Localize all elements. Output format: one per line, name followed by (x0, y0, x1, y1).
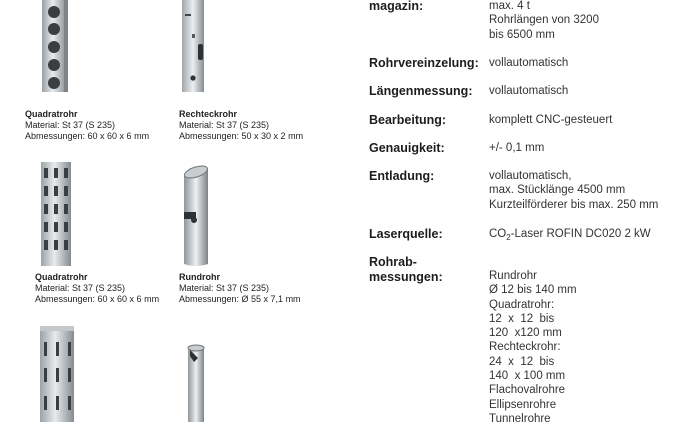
spec-line: Flachovalrohre (489, 384, 566, 397)
product-material: Material: St 37 (S 235) (35, 283, 126, 293)
label-line: messungen: (369, 270, 443, 284)
spec-line: Rundrohr (489, 270, 537, 282)
spec-value-magazin (489, 0, 599, 42)
product-caption-3 (35, 272, 159, 305)
round-tube-image-2 (184, 344, 210, 422)
spec-line: Tunnelrohre (489, 412, 551, 425)
square-tube-image-3 (38, 324, 76, 422)
spec-line: Ellipsenrohre (489, 398, 557, 411)
spec-label-entladung: Entladung: (369, 169, 435, 183)
spec-value-bearbeitung: komplett CNC-gesteuert (489, 114, 613, 126)
spec-line: Quadratrohr: (489, 298, 555, 311)
square-tube-image-1 (40, 0, 70, 96)
laser-suffix: -Laser ROFIN DC020 2 kW (510, 228, 651, 240)
spec-label-laserquelle: Laserquelle: (369, 227, 443, 241)
product-title: Rundrohr (179, 272, 220, 282)
spec-line: 24 x 12 bis (489, 355, 555, 368)
spec-line: 120 x120 mm (489, 327, 562, 340)
spec-line: max. Stücklänge 4500 mm (489, 184, 626, 197)
spec-value-rohrvereinzelung: vollautomatisch (489, 57, 569, 69)
product-caption-2 (179, 109, 303, 142)
spec-line: vollautomatisch, (489, 170, 572, 182)
spec-label-laengenmessung: Längenmessung: (369, 84, 473, 98)
spec-value-laserquelle (489, 227, 651, 245)
spec-line: bis 6500 mm (489, 28, 555, 41)
spec-line: Ø 12 bis 140 mm (489, 284, 577, 297)
laser-subscript: 2 (506, 233, 511, 242)
product-title: Quadratrohr (25, 109, 78, 119)
product-dimensions: Abmessungen: 60 x 60 x 6 mm (35, 294, 160, 304)
spec-label-rohrvereinzelung: Rohrvereinzelung: (369, 56, 479, 70)
label-line: Rohrab- (369, 255, 417, 269)
spec-value-entladung (489, 169, 658, 212)
spec-value-laengenmessung: vollautomatisch (489, 85, 569, 97)
spec-label-genauigkeit: Genauigkeit: (369, 141, 445, 155)
spec-line: Rechteckrohr: (489, 341, 561, 354)
spec-line: 140 x 100 mm (489, 370, 566, 383)
product-caption-4 (179, 272, 301, 305)
spec-label-magazin: magazin: (369, 0, 424, 13)
product-caption-1 (25, 109, 149, 142)
product-title: Rechteckrohr (179, 109, 238, 119)
product-material: Material: St 37 (S 235) (25, 120, 116, 130)
product-dimensions: Abmessungen: 60 x 60 x 6 mm (25, 131, 150, 141)
product-material: Material: St 37 (S 235) (179, 120, 270, 130)
spec-label-rohrabmessungen (369, 255, 443, 285)
spec-value-rohrabmessungen (489, 269, 577, 426)
product-title: Quadratrohr (35, 272, 88, 282)
spec-line: max. 4 t (489, 0, 530, 12)
spec-line: 12 x 12 bis (489, 312, 555, 325)
product-dimensions: Abmessungen: Ø 55 x 7,1 mm (179, 294, 301, 304)
product-material: Material: St 37 (S 235) (179, 283, 270, 293)
product-dimensions: Abmessungen: 50 x 30 x 2 mm (179, 131, 304, 141)
square-tube-image-2 (38, 160, 74, 268)
laser-prefix: CO (489, 228, 507, 240)
spec-line: Kurzteilförderer bis max. 250 mm (489, 198, 659, 211)
spec-value-genauigkeit: +/- 0,1 mm (489, 142, 545, 154)
spec-label-bearbeitung: Bearbeitung: (369, 113, 447, 127)
rectangular-tube-image (179, 0, 209, 96)
round-tube-image-1 (180, 164, 212, 268)
spec-line: Rohrlängen von 3200 (489, 14, 599, 27)
